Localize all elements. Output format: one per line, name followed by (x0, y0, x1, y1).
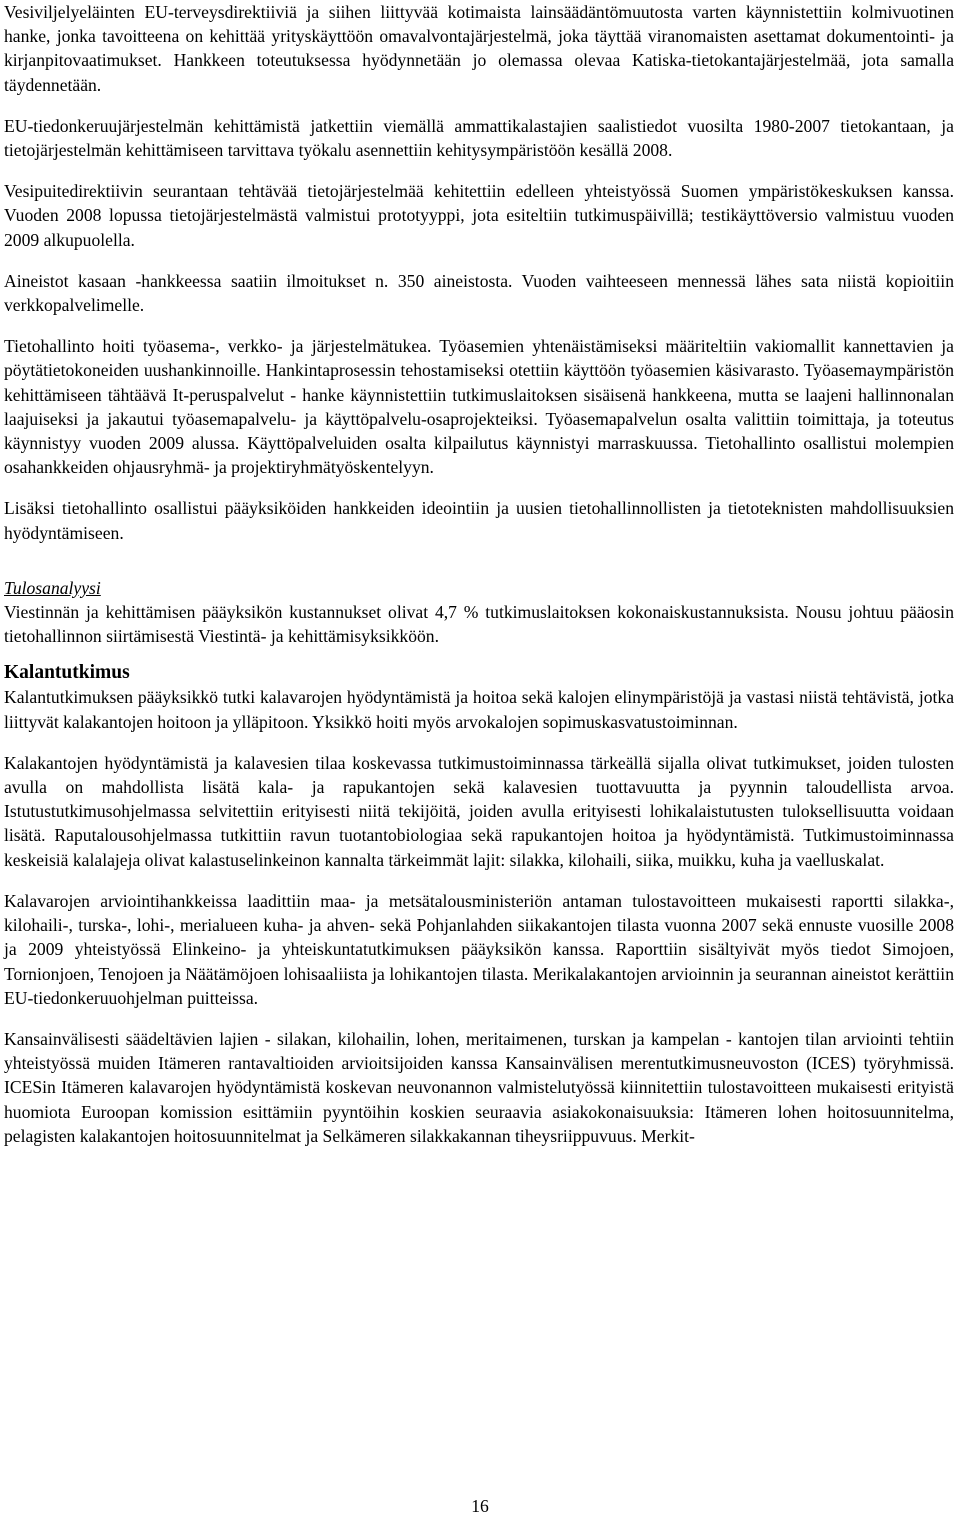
kalantutkimus-paragraph-intro: Kalantutkimuksen pääyksikkö tutki kalavarojen hyödyntämistä ja hoitoa sekä kalojen elinympäristöjä ja vastasi niistä tehtävistä, jotka liittyvät kalakantojen hoitoon ja ylläpitoon. Yksikkö hoiti myös arvokalojen sopimuskasvatustoiminnan. (4, 687, 954, 732)
paragraph-datasets: Aineistot kasaan -hankkeessa saatiin ilmoitukset n. 350 aineistosta. Vuoden vaihteeseen mennessä lähes sata niistä kopioitiin verkkopalvelimelle. (4, 270, 954, 316)
paragraph-fish-health-directive: Vesiviljelyeläinten EU-terveysdirektiiviä ja siihen liittyvää kotimaista lainsäädäntömuutosta varten käynnistettiin kolmivuotinen hanke, jonka tavoitteena on kehittää yrityskäyttöön omavalvontajärjestelmä, joka täyttää viranomaisten asettamat dokumentointi- ja kirjanpitovaatimukset. Hankkeen toteutuksessa hyödynnetään jo olemassa olevaa Katiska-tietokantajärjestelmää, jota samalla täydennetään. (4, 2, 954, 95)
paragraph-it-ideation: Lisäksi tietohallinto osallistui pääyksiköiden hankkeiden ideointiin ja uusien tietohallinnollisten ja tietoteknisten mahdollisuuksien hyödyntämiseen. (4, 498, 954, 543)
tulosanalyysi-heading: Tulosanalyysi (4, 577, 101, 598)
kalantutkimus-paragraph-assessment: Kalavarojen arviointihankkeissa laadittiin maa- ja metsätalousministeriön antaman tulostavoitteen mukaisesti raportti silakka-, kilohaili-, turska-, lohi-, merialueen kuha- ja ahven- sekä Pohjanlahden siikakantojen tilasta vuonna 2007 sekä ennuste vuosille 2008 ja 2009 yhteistyössä Elinkeino- ja yhteiskuntatutkimuksen pääyksikön kanssa. Raporttiin sisältyivät myös tiedot Simojoen, Tornionjoen, Tenojoen ja Näätämöjoen lohisaaliista ja lohikantojen tilasta. Merikalakantojen arvioinnin ja seurannan aineistot kerättiin EU-tiedonkeruuohjelman puitteissa. (4, 890, 954, 1008)
paragraph-it-management: Tietohallinto hoiti työasema-, verkko- ja järjestelmätukea. Työasemien yhtenäistämiseksi määriteltiin vakiomallit kannettavien ja pöytätietokoneiden uushankinnoille. Hankintaprosessin tehostamiseksi otettiin käyttöön työasemien käsivarasto. Työasemaympäristön kehittämiseen tähtäävä It-peruspalvelut - hanke käynnistettiin tutkimuslaitoksen sisäisenä hankkeena, mutta se laajeni hallinnonalan laajuiseksi ja jakautui työasemapalvelu- ja käyttöpalvelu-osaprojekteiksi. Työasemapalvelun osalta valittiin toimittaja, ja toteutus käynnistyy vuoden 2009 alussa. Käyttöpalveluiden osalta kilpailutus käynnistyi marraskuussa. Tietohallinto osallistui molempien osahankkeiden ohjausryhmä- ja projektiryhmätyöskentelyyn. (4, 336, 954, 478)
kalantutkimus-heading: Kalantutkimus (4, 662, 130, 684)
tulosanalyysi-text: Viestinnän ja kehittämisen pääyksikön kustannukset olivat 4,7 % tutkimuslaitoksen kokonaiskustannuksista. Nousu johtuu pääosin tietohallinnon siirtämisestä Viestintä- ja kehittämisyksikköön. (4, 602, 954, 647)
kalantutkimus-paragraph-research: Kalakantojen hyödyntämistä ja kalavesien tilaa koskevassa tutkimustoiminnassa tärkeällä sijalla olivat tutkimukset, joiden tulosten avulla on mahdollista lisätä kala- ja rapukantojen sekä kalavesien tuottavuutta ja pyynnin taloudellista arvoa. Istutustutkimusohjelmassa selvitettiin erityisesti niitä tekijöitä, joiden avulla erityisesti lohikalaistutusten tuloksellisuutta voidaan lisätä. Raputalousohjelmassa tutkittiin ravun tuotantobiologiaa sekä rapukantojen hoitoa ja hyödyntämistä. Tutkimustoiminnassa keskeisiä kalalajeja olivat kalastuselinkeinon kannalta tärkeimmät lajit: silakka, kilohaili, siika, muikku, kuha ja vaelluskalat. (4, 752, 954, 870)
paragraph-water-framework: Vesipuitedirektiivin seurantaan tehtävää tietojärjestelmää kehitettiin edelleen yhteistyössä Suomen ympäristökeskuksen kanssa. Vuoden 2008 lopussa tietojärjestelmästä valmistui prototyyppi, jota esiteltiin tutkimuspäivillä; testikäyttöversio valmistuu vuoden 2009 alkupuolella. (4, 181, 954, 250)
paragraph-eu-data-collection: EU-tiedonkeruujärjestelmän kehittämistä jatkettiin viemällä ammattikalastajien saalistiedot vuosilta 1980-2007 tietokantaan, ja tietojärjestelmän kehittämiseen tarvittava työkalu asennettiin kehitysympäristöön kesällä 2008. (4, 115, 954, 161)
kalantutkimus-paragraph-international: Kansainvälisesti säädeltävien lajien - silakan, kilohailin, lohen, meritaimenen, turskan ja kampelan - kantojen tilan arviointi tehtiin yhteistyössä muiden Itämeren rantavaltioiden arvioitsijoiden kanssa Kansainvälisen merentutkimusneuvoston (ICES) työryhmissä. ICESin Itämeren kalavarojen hyödyntämistä koskevan neuvonannon valmistelutyössä kiinnitettiin tulostavoitteen mukaisesti erityistä huomiota Euroopan komission esittämiin pyyntöihin koskien seuraavia asiakokonaisuuksia: Itämeren lohen hoitosuunnitelma, pelagisten kalakantojen hoitosuunnitelmat ja Selkämeren silakkakannan tiheysriippuvuus. Merkit- (4, 1028, 954, 1146)
document-page (4, 0, 954, 1148)
page-number: 16 (471, 1496, 489, 1516)
